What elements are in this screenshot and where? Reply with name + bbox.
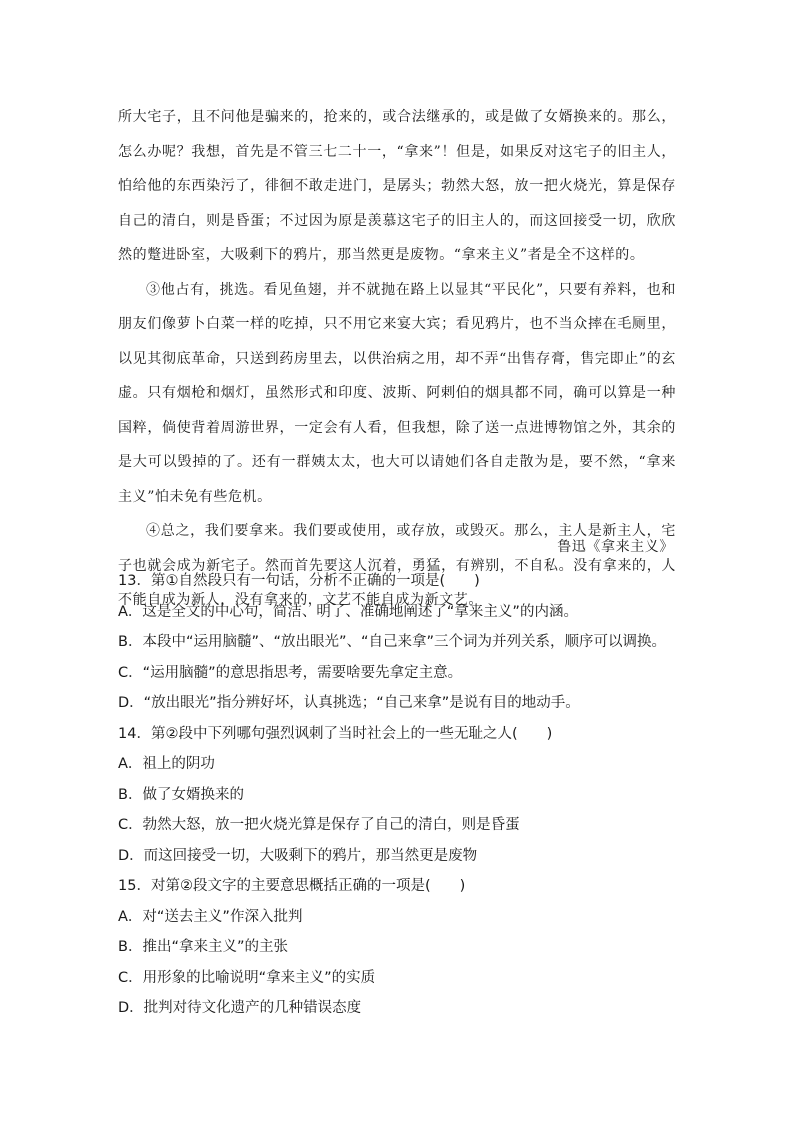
paragraph-2-end: 所大宅子，且不问他是骗来的，抢来的，或合法继承的，或是做了女婿换来的。那么，怎么办呢？我想，首先是不管三七二十一，“拿来”！但是，如果反对这宅子的旧主人，怕给他的东西染污了，徘徊不敢走进门，是孱头；勃然大怒，放一把火烧光，算是保存自己的清白，则是昏蛋；不过因为原是羡慕这宅子的旧主人的，而这回接受一切，欣欣然的蹩进卧室，大吸剩下的鸦片，那当然更是废物。“拿来主义”者是全不这样的。 — [118, 109, 676, 263]
question-14-stem: 14．第②段中下列哪句强烈讽刺了当时社会上的一些无耻之人( ) — [118, 725, 553, 742]
question-13-option-c: C．“运用脑髓”的意思指思考，需要啥要先拿定主意。 — [118, 664, 463, 681]
passage-source: 鲁迅《拿来主义》 — [557, 539, 674, 555]
question-14-option-b: B．做了女婿换来的 — [118, 786, 244, 803]
paragraph-3: ③他占有，挑选。看见鱼翅，并不就抛在路上以显其“平民化”，只要有养料，也和朋友们像萝卜白菜一样的吃掉，只不用它来宴大宾；看见鸦片，也不当众摔在毛厕里，以见其彻底革命，只送到药房里去，以供治病之用，却不弄“出售存膏，售完即止”的玄虚。只有烟枪和烟灯，虽然形式和印度、波斯、阿剌伯的烟具都不同，确可以算是一种国粹，倘使背着周游世界，一定会有人看，但我想，除了送一点进博物馆之外，其余的是大可以毁掉的了。还有一群姨太太，也大可以请她们各自走散为是，要不然，“拿来主义”怕未免有些危机。 — [118, 281, 676, 505]
question-13-option-b: B．本段中“运用脑髓”、“放出眼光”、“自己来拿”三个词为并列关系，顺序可以调换。 — [118, 634, 667, 650]
question-15-stem: 15．对第②段文字的主要意思概括正确的一项是( ) — [118, 878, 466, 894]
question-15-option-c: C．用形象的比喻说明“拿来主义”的实质 — [118, 969, 376, 986]
question-13-stem: 13．第①自然段只有一句话，分析不正确的一项是( ) — [118, 573, 480, 589]
question-list — [118, 566, 678, 1024]
question-15-option-d: D．批判对待文化遗产的几种错误态度 — [118, 1000, 362, 1016]
question-15-option-b: B．推出“拿来主义”的主张 — [118, 939, 288, 955]
question-13-option-a: A．这是全文的中心句，简洁、明了、准确地阐述了“拿来主义”的内涵。 — [118, 603, 578, 620]
paragraph-4: ④总之，我们要拿来。我们要或使用，或存放，或毁灭。那么，主人是新主人，宅子也就会成为新宅子。然而首先要这人沉着，勇猛，有辨别，不自私。没有拿来的，人不能自成为新人，没有拿来的，文艺不能自成为新文艺。 — [118, 523, 676, 608]
question-13-option-d: D．“放出眼光”指分辨好坏，认真挑选；“自己来拿”是说有目的地动手。 — [118, 695, 580, 711]
question-14-option-d: D．而这回接受一切，大吸剩下的鸦片，那当然更是废物 — [118, 847, 478, 864]
question-15-option-a: A．对“送去主义”作深入批判 — [118, 908, 303, 925]
question-14-option-c: C．勃然大怒，放一把火烧光算是保存了自己的清白，则是昏蛋 — [118, 817, 520, 833]
question-14-option-a: A．祖上的阴功 — [118, 756, 215, 772]
